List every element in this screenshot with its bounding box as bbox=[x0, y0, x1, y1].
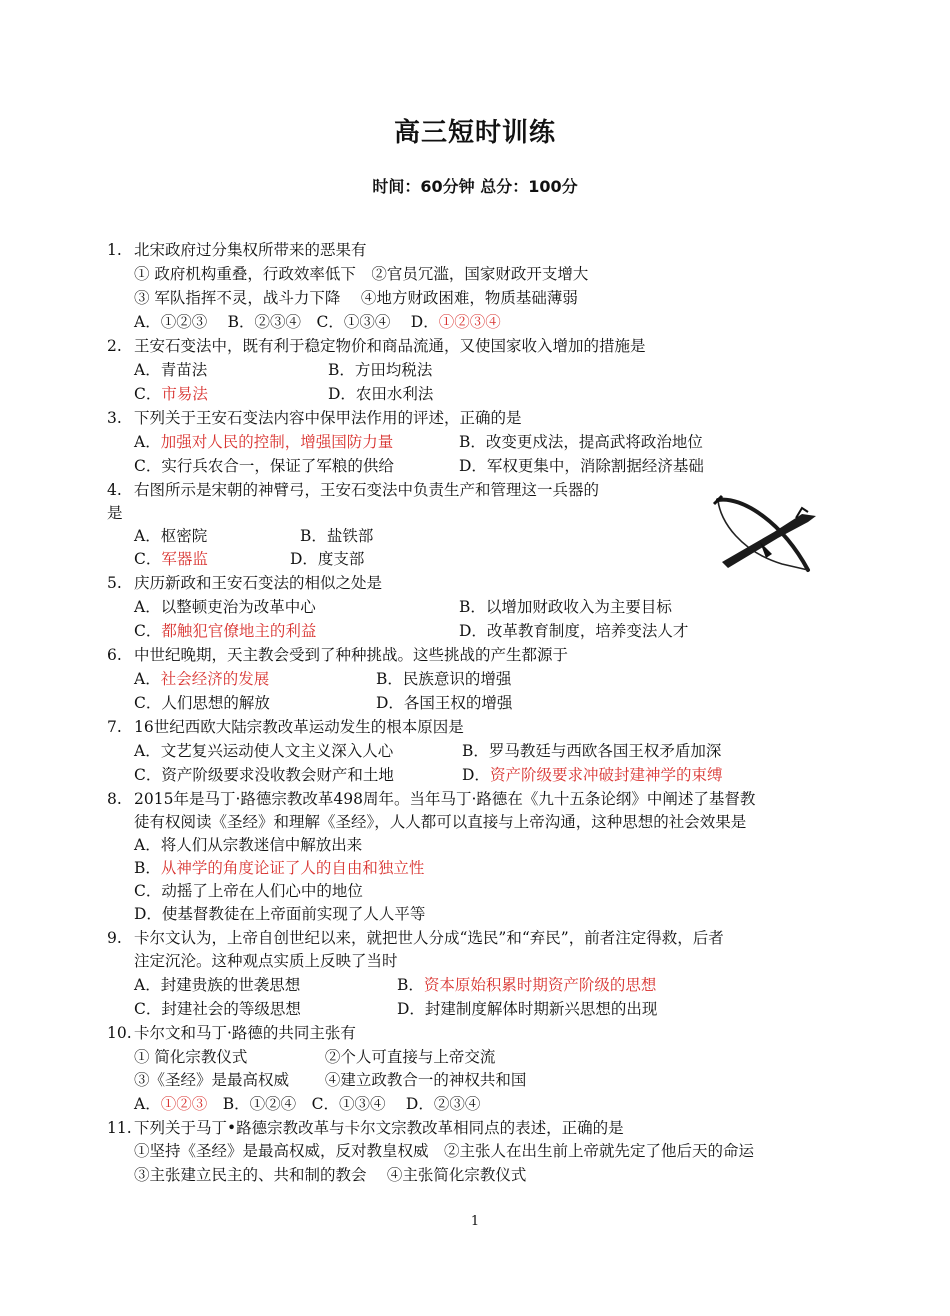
question-stem: 16世纪西欧大陆宗教改革运动发生的根本原因是 bbox=[134, 718, 464, 736]
option-a bbox=[134, 432, 393, 452]
correct-answer: 社会经济的发展 bbox=[160, 670, 270, 688]
option-label: A． bbox=[134, 670, 161, 688]
correct-answer: 都触犯官僚地主的利益 bbox=[161, 622, 317, 640]
option-b bbox=[397, 975, 656, 995]
option-c: C．资产阶级要求没收教会财产和土地 bbox=[134, 766, 394, 784]
option-b: B．罗马教廷与西欧各国王权矛盾加深 bbox=[462, 742, 722, 760]
answer-options bbox=[134, 1094, 480, 1114]
question-stem: 2015年是马丁·路德宗教改革498周年。当年马丁·路德在《九十五条论纲》中阐述了基督教 bbox=[134, 790, 756, 808]
option-a: A．枢密院 bbox=[134, 527, 208, 545]
option-label: A． bbox=[134, 433, 161, 451]
question-number: 8. bbox=[107, 790, 122, 808]
option-label: C． bbox=[134, 385, 162, 403]
option-d: D．改革教育制度，培养变法人才 bbox=[459, 622, 689, 640]
question-stem: 王安石变法中，既有利于稳定物价和商品流通，又使国家收入增加的措施是 bbox=[134, 337, 646, 355]
question-line: ③《圣经》是最高权威 ④建立政教合一的神权共和国 bbox=[134, 1071, 527, 1089]
option-d: D．度支部 bbox=[290, 550, 365, 568]
option-label: A． bbox=[134, 1095, 161, 1113]
options-text: B．①②④ C．①③④ D．②③④ bbox=[207, 1095, 481, 1113]
correct-answer: 从神学的角度论证了人的自由和独立性 bbox=[160, 859, 425, 877]
question-line: ③主张建立民主的、共和制的教会 ④主张简化宗教仪式 bbox=[134, 1166, 527, 1184]
question-stem: 中世纪晚期，天主教会受到了种种挑战。这些挑战的产生都源于 bbox=[134, 646, 569, 664]
question-stem: 下列关于马丁•路德宗教改革与卡尔文宗教改革相同点的表述，正确的是 bbox=[134, 1119, 624, 1137]
option-label: D． bbox=[462, 766, 490, 784]
question-stem: 庆历新政和王安石变法的相似之处是 bbox=[134, 574, 383, 592]
option-c: C．人们思想的解放 bbox=[134, 694, 270, 712]
option-a: A．将人们从宗教迷信中解放出来 bbox=[134, 836, 363, 854]
option-a: A．青苗法 bbox=[134, 361, 208, 379]
option-a: A．以整顿吏治为改革中心 bbox=[134, 598, 316, 616]
option-d: D．各国王权的增强 bbox=[376, 694, 513, 712]
option-c: C．动摇了上帝在人们心中的地位 bbox=[134, 882, 363, 900]
page-number: 1 bbox=[470, 1214, 480, 1229]
correct-answer: 市易法 bbox=[161, 385, 208, 403]
question-number: 10. bbox=[107, 1024, 132, 1042]
question-number: 3. bbox=[107, 409, 122, 427]
question-number: 6. bbox=[107, 646, 122, 664]
question-stem: 卡尔文和马丁·路德的共同主张有 bbox=[134, 1024, 356, 1042]
option-d: D．封建制度解体时期新兴思想的出现 bbox=[397, 1000, 658, 1018]
question-stem: 下列关于王安石变法内容中保甲法作用的评述，正确的是 bbox=[134, 409, 522, 427]
correct-answer: 资产阶级要求冲破封建神学的束缚 bbox=[489, 766, 723, 784]
option-c: C．封建社会的等级思想 bbox=[134, 1000, 301, 1018]
page-title: 高三短时训练 bbox=[393, 118, 556, 148]
question-stem-cont: 是 bbox=[107, 504, 123, 522]
correct-answer: ①②③④ bbox=[438, 313, 501, 331]
question-stem: 北宋政府过分集权所带来的恶果有 bbox=[134, 241, 367, 259]
option-b: B．改变更戍法，提高武将政治地位 bbox=[459, 433, 703, 451]
question-line: ①坚持《圣经》是最高权威，反对教皇权威 ②主张人在出生前上帝就先定了他后天的命运 bbox=[134, 1142, 755, 1160]
option-d: D．使基督教徒在上帝面前实现了人人平等 bbox=[134, 905, 426, 923]
question-stem-cont: 注定沉沦。这种观点实质上反映了当时 bbox=[134, 952, 398, 970]
question-stem: 卡尔文认为，上帝自创世纪以来，就把世人分成“选民”和“弃民”，前者注定得救，后者 bbox=[134, 929, 724, 947]
question-line: ① 政府机构重叠，行政效率低下 ②官员冗滥，国家财政开支增大 bbox=[134, 265, 589, 283]
correct-answer: 军器监 bbox=[161, 550, 208, 568]
option-a: A．文艺复兴运动使人文主义深入人心 bbox=[134, 742, 394, 760]
option-c bbox=[134, 621, 316, 641]
option-d: D．农田水利法 bbox=[328, 385, 434, 403]
option-b: B．民族意识的增强 bbox=[376, 670, 512, 688]
option-c bbox=[134, 384, 208, 404]
page-subtitle: 时间：60分钟 总分：100分 bbox=[372, 177, 578, 196]
option-label: C． bbox=[134, 550, 162, 568]
question-number: 4. bbox=[107, 481, 122, 499]
option-b bbox=[134, 858, 424, 878]
option-b: B．方田均税法 bbox=[328, 361, 433, 379]
option-a: A．封建贵族的世袭思想 bbox=[134, 976, 301, 994]
option-a bbox=[134, 669, 269, 689]
option-d: D．军权更集中，消除割据经济基础 bbox=[459, 457, 704, 475]
question-number: 9. bbox=[107, 929, 122, 947]
crossbow-icon bbox=[712, 492, 824, 578]
option-d bbox=[462, 765, 722, 785]
answer-options bbox=[134, 312, 501, 332]
question-number: 2. bbox=[107, 337, 122, 355]
question-line: ③ 军队指挥不灵，战斗力下降 ④地方财政困难，物质基础薄弱 bbox=[134, 289, 578, 307]
option-label: C． bbox=[134, 622, 162, 640]
correct-answer: 加强对人民的控制，增强国防力量 bbox=[160, 433, 394, 451]
question-number: 1. bbox=[107, 241, 122, 259]
question-stem: 右图所示是宋朝的神臂弓，王安石变法中负责生产和管理这一兵器的 bbox=[134, 481, 600, 499]
question-line: ① 简化宗教仪式 ②个人可直接与上帝交流 bbox=[134, 1048, 496, 1066]
question-number: 7. bbox=[107, 718, 122, 736]
question-stem-cont: 徒有权阅读《圣经》和理解《圣经》，人人都可以直接与上帝沟通，这种思想的社会效果是 bbox=[134, 813, 747, 831]
option-b: B．盐铁部 bbox=[300, 527, 374, 545]
question-number: 5. bbox=[107, 574, 122, 592]
correct-answer: 资本原始积累时期资产阶级的思想 bbox=[423, 976, 657, 994]
option-label: B． bbox=[397, 976, 424, 994]
correct-answer: ①②③ bbox=[160, 1095, 208, 1113]
option-label: B． bbox=[134, 859, 161, 877]
options-text: A．①②③ B．②③④ C．①③④ D． bbox=[134, 313, 439, 331]
option-c: C．实行兵农合一，保证了军粮的供给 bbox=[134, 457, 394, 475]
option-c bbox=[134, 549, 208, 569]
question-number: 11. bbox=[107, 1119, 132, 1137]
option-b: B．以增加财政收入为主要目标 bbox=[459, 598, 672, 616]
